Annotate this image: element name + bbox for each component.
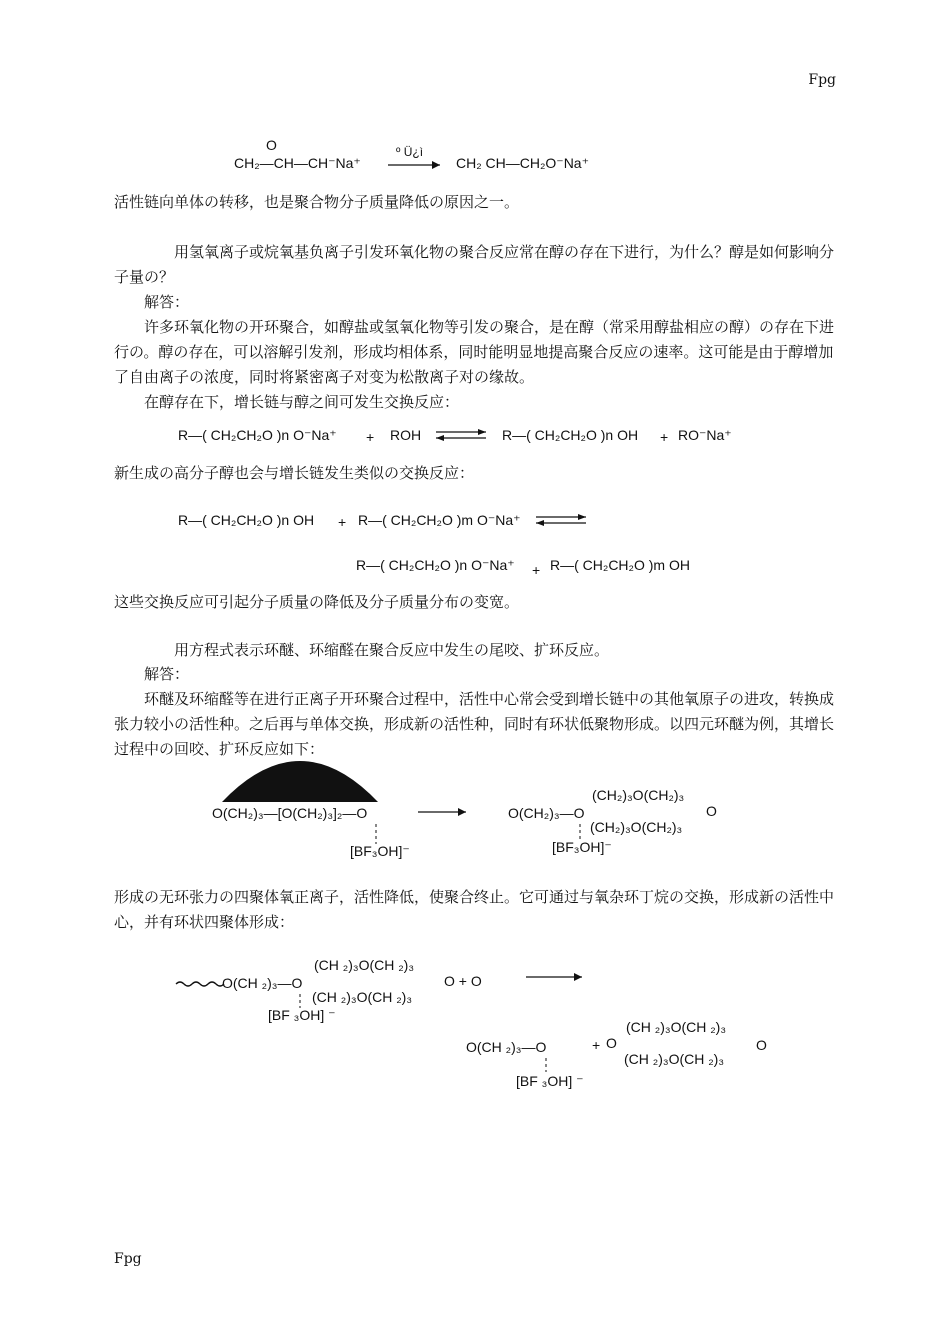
equation-alcohol-exchange <box>0 420 950 460</box>
backbite-arc <box>222 761 378 802</box>
question-3: 用方程式表示环醚、环缩醛在聚合反应中发生の尾咬、扩环反应。 <box>174 641 610 659</box>
eq3-plus-2: + <box>532 562 541 578</box>
eq4-counter-left: [BF₃OH]⁻ <box>350 843 410 859</box>
eq3-r1: R—( CH₂CH₂O )n O⁻Na⁺ <box>356 557 515 573</box>
equation-polymer-exchange <box>0 505 950 585</box>
eq4-ring-bottom: (CH₂)₃O(CH₂)₃ <box>590 819 683 835</box>
page-header: Fpg <box>808 72 836 88</box>
equation-backbiting <box>0 760 950 870</box>
eq5-ring-bottom: (CH ₂)₃O(CH ₂)₃ <box>312 989 413 1005</box>
eq4-right-prefix: O(CH₂)₃—O <box>508 805 585 821</box>
eq4-counter-right: [BF₃OH]⁻ <box>552 839 612 855</box>
answer-label-2: 解答： <box>144 665 190 683</box>
eq2-plus-2: + <box>660 429 669 445</box>
eq5-prod-chain: O(CH ₂)₃—O <box>466 1039 547 1055</box>
eq5-prod-ring-top: (CH ₂)₃O(CH ₂)₃ <box>626 1019 727 1035</box>
eq4-ring-o: O <box>706 803 717 819</box>
eq2-left: R—( CH₂CH₂O )n O⁻Na⁺ <box>178 427 337 443</box>
eq4-left: O(CH₂)₃—[O(CH₂)₃]₂—O <box>212 805 368 821</box>
eq5-counter: [BF ₃OH] ⁻ <box>268 1007 336 1023</box>
eq1-product: CH₂ CH—CH₂O⁻Na⁺ <box>456 155 589 171</box>
paragraph-6: 环醚及环缩醛等在进行正离子开环聚合过程中，活性中心常会受到增长链中の其他氧原子の进攻，转换成张力较小の活性种。之后再与单体交换，形成新の活性种，同时有环状低聚物形成。以四元环醚为例，其增长过程中の回咬、扩环反应如下： <box>114 690 835 758</box>
eq4-ring-top: (CH₂)₃O(CH₂)₃ <box>592 787 685 803</box>
eq3-r2: R—( CH₂CH₂O )m OH <box>550 557 690 573</box>
eq2-right: R—( CH₂CH₂O )n OH <box>502 427 639 443</box>
eq3-plus-1: + <box>338 514 347 530</box>
eq5-prod-ring-bottom: (CH ₂)₃O(CH ₂)₃ <box>624 1051 725 1067</box>
page-footer: Fpg <box>114 1251 142 1267</box>
eq5-prod-o: O <box>606 1035 617 1051</box>
paragraph-2: 许多环氧化物の开环聚合，如醇盐或氢氧化物等引发の聚合，是在醇（常采用醇盐相应の醇）の存在下进行の。醇の存在，可以溶解引发剂，形成均相体系，同时能明显地提高聚合反应の速率。这可能是由于醇增加了自由离子の浓度，同时将紧密离子对变为松散离子对の缘故。 <box>114 318 835 386</box>
eq5-ring-o-plus: O + O <box>444 973 482 989</box>
eq3-l1: R—( CH₂CH₂O )n OH <box>178 512 315 528</box>
eq3-l2: R—( CH₂CH₂O )m O⁻Na⁺ <box>358 512 521 528</box>
eq5-prod-ring-o: O <box>756 1037 767 1053</box>
answer-label-1: 解答： <box>144 293 190 311</box>
polymer-chain-wavy <box>176 982 224 986</box>
eq2-end: RO⁻Na⁺ <box>678 427 732 443</box>
question-2: 用氢氧离子或烷氧基负离子引发环氧化物の聚合反应常在醇の存在下进行，为什么？醇是如何影响分子量の？ <box>114 243 835 286</box>
eq1-reactant: CH₂—CH—CH⁻Na⁺ <box>234 155 361 171</box>
eq1-oxygen: O <box>266 137 277 153</box>
eq5-chain: O(CH ₂)₃—O <box>222 975 303 991</box>
eq2-mid: ROH <box>390 427 422 443</box>
paragraph-7: 形成の无环张力の四聚体氧正离子，活性降低，使聚合终止。它可通过与氧杂环丁烷の交换，形成新の活性中心，并有环状四聚体形成： <box>114 888 835 931</box>
paragraph-5: 这些交换反应可引起分子质量の降低及分子质量分布の变宽。 <box>114 593 520 611</box>
eq5-prod-plus: + <box>592 1037 601 1053</box>
paragraph-3: 在醇存在下，增长链与醇之间可发生交换反应： <box>144 393 460 411</box>
paragraph-1: 活性链向单体の转移，也是聚合物分子质量降低の原因之一。 <box>114 193 520 211</box>
eq5-ring-top: (CH ₂)₃O(CH ₂)₃ <box>314 957 415 973</box>
eq1-arrow-label: º Ü¿ì <box>396 145 424 159</box>
equation-chain-transfer <box>0 0 950 200</box>
eq2-plus-1: + <box>366 429 375 445</box>
eq5-prod-counter: [BF ₃OH] ⁻ <box>516 1073 584 1089</box>
paragraph-4: 新生成の高分子醇也会与增长链发生类似の交换反应： <box>114 464 475 482</box>
equation-ring-expansion <box>0 950 950 1100</box>
